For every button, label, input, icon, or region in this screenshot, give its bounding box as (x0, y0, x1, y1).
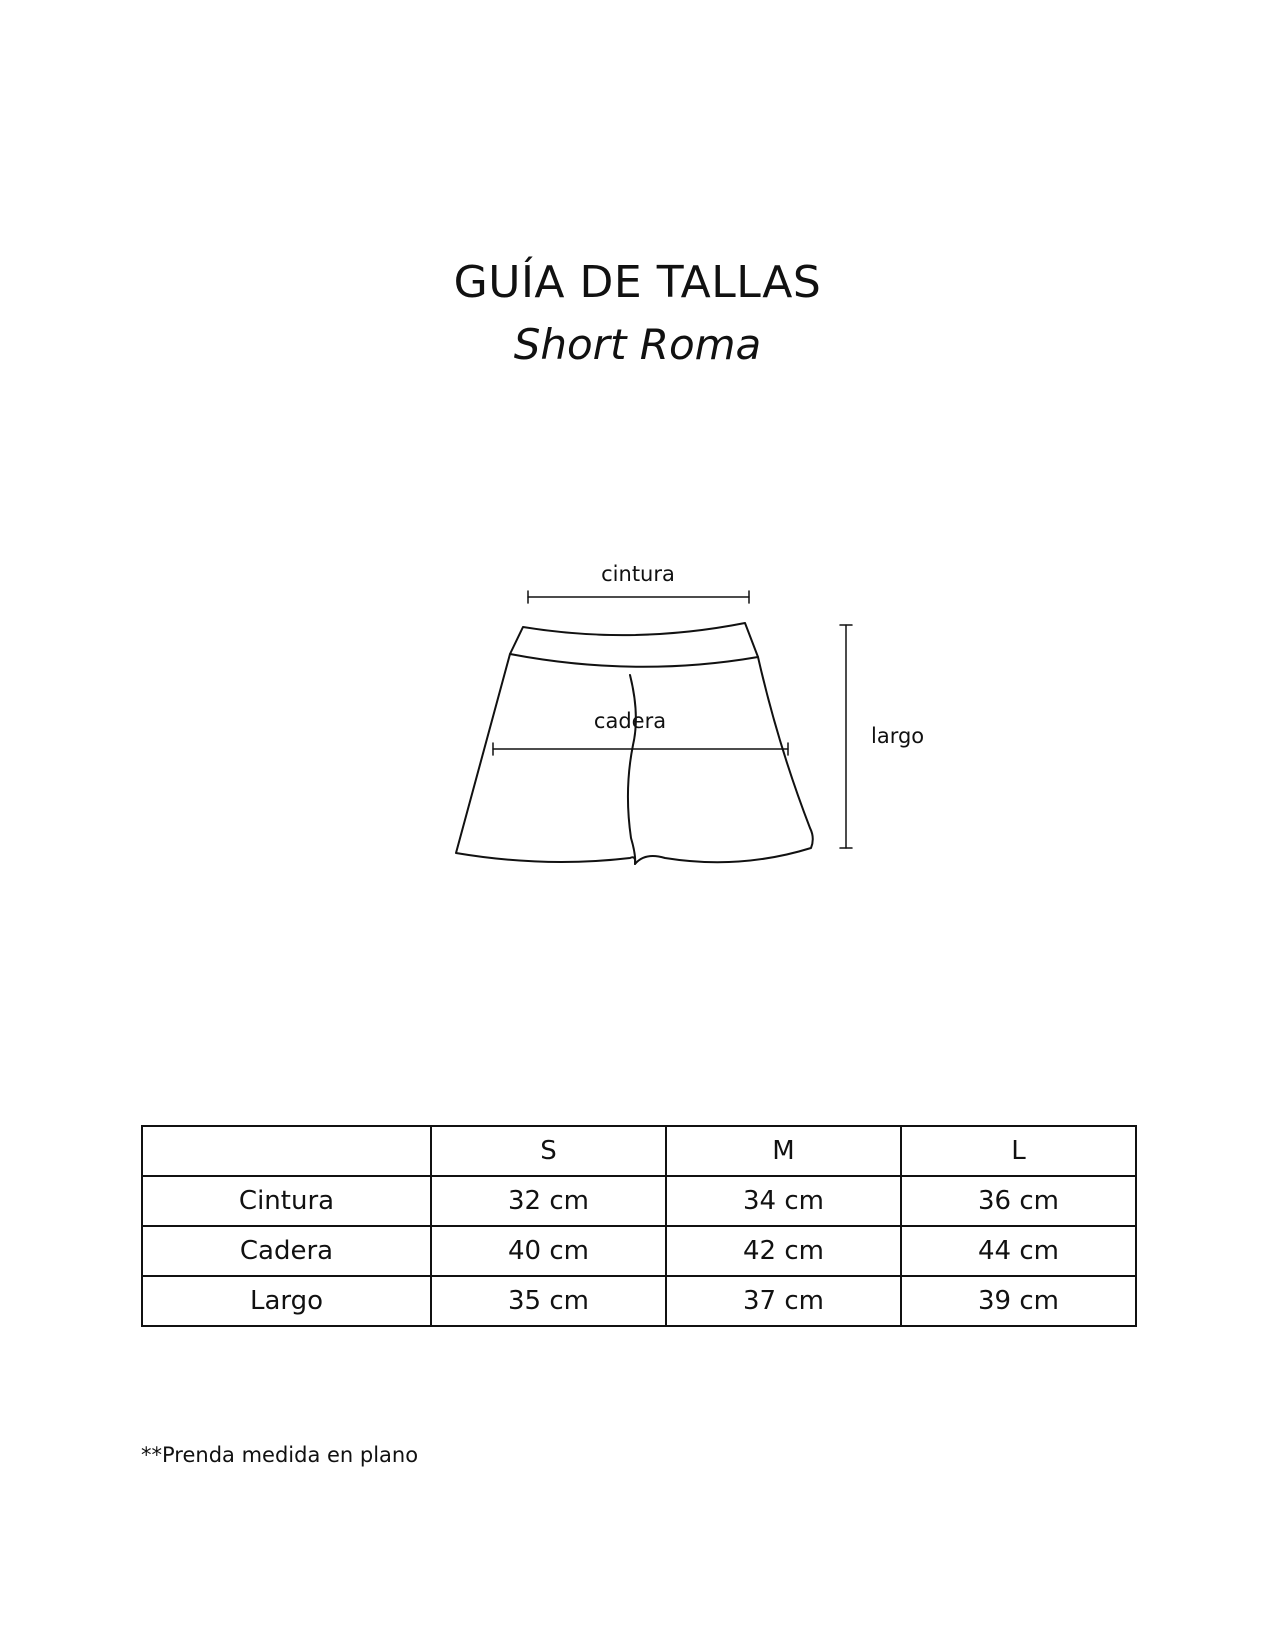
header-cell-size-l: L (901, 1126, 1136, 1176)
footnote: **Prenda medida en plano (141, 1443, 419, 1467)
table-cell: 36 cm (901, 1176, 1136, 1226)
row-label-largo: Largo (142, 1276, 431, 1326)
page-title: GUÍA DE TALLAS (453, 257, 822, 308)
shorts-center-seam (628, 675, 636, 864)
table-row (142, 1276, 1136, 1326)
table-cell: 37 cm (666, 1276, 901, 1326)
length-label: largo (871, 724, 925, 748)
header-cell-size-s: S (431, 1126, 666, 1176)
table-cell: 42 cm (666, 1226, 901, 1276)
header-cell-size-m: M (666, 1126, 901, 1176)
row-label-cadera: Cadera (142, 1226, 431, 1276)
table-cell: 32 cm (431, 1176, 666, 1226)
hip-label: cadera (593, 709, 667, 733)
table-row (142, 1176, 1136, 1226)
waist-label: cintura (601, 562, 675, 586)
table-cell: 44 cm (901, 1226, 1136, 1276)
shorts-outline (456, 654, 813, 864)
table-cell: 40 cm (431, 1226, 666, 1276)
table-row (142, 1226, 1136, 1276)
table-cell: 34 cm (666, 1176, 901, 1226)
table-cell: 35 cm (431, 1276, 666, 1326)
row-label-cintura: Cintura (142, 1176, 431, 1226)
header-cell-empty (142, 1126, 431, 1176)
size-chart-table (141, 1125, 1137, 1327)
shorts-waistband (510, 623, 758, 667)
product-name: Short Roma (513, 320, 762, 369)
table-cell: 39 cm (901, 1276, 1136, 1326)
table-header-row (142, 1126, 1136, 1176)
